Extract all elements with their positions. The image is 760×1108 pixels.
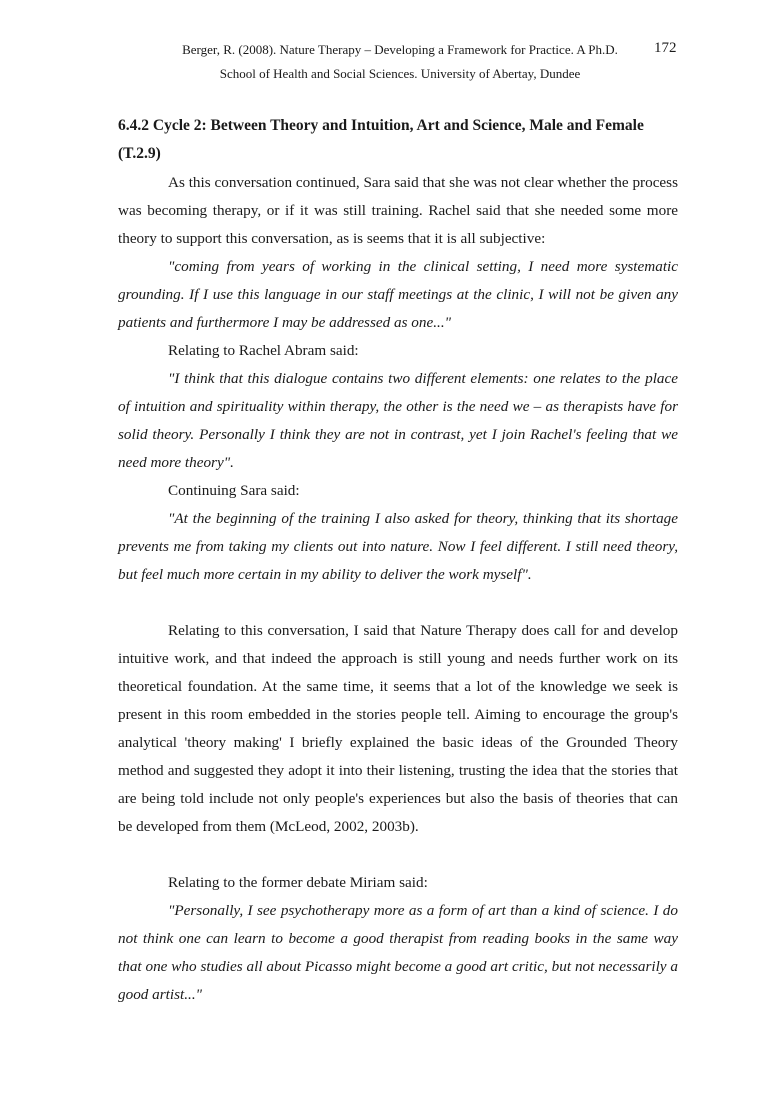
body-paragraph: Relating to this conversation, I said that Nature Therapy does call for and develop intuitive work, and that indeed the approach is still young and needs further work on its theoretical foundation. At the same time, it seems that a lot of the knowledge we seek is present in this room embedded in the stories people tell. Aiming to encourage the group's analytical 'theory making' I briefly explained the basic ideas of the Grounded Theory method and suggested they adopt it into their listening, trusting the idea that the stories that are being told include not only people's experiences but also the basis of theories that can be developed from them (McLeod, 2002, 2003b). — [118, 622, 678, 835]
paragraph-gap — [118, 589, 678, 617]
quote-paragraph: "At the beginning of the training I also asked for theory, thinking that its shortage prevents me from taking my clients out into nature. Now I feel different. I still need theory, but feel much more certain in my ability to deliver the work myself". — [118, 510, 678, 583]
page-number: 172 — [654, 40, 677, 56]
running-header — [140, 38, 660, 86]
section-heading: 6.4.2 Cycle 2: Between Theory and Intuition, Art and Science, Male and Female (T.2.9) — [118, 117, 644, 162]
speaker-intro: Continuing Sara said: — [168, 482, 300, 499]
quote-paragraph: "Personally, I see psychotherapy more as a form of art than a kind of science. I do not think one can learn to become a good therapist from reading books in the same way that one who studies all about Picasso might become a good art critic, but not necessarily a good artist..." — [118, 902, 678, 1003]
quote-paragraph: "coming from years of working in the clinical setting, I need more systematic grounding. If I use this language in our staff meetings at the clinic, I will not be given any patients and furthermore I may be addressed as one..." — [118, 258, 678, 331]
paragraph-gap — [118, 841, 678, 869]
header-institution-line: School of Health and Social Sciences. University of Abertay, Dundee — [219, 66, 581, 81]
body-content — [118, 112, 678, 1009]
speaker-intro: Relating to the former debate Miriam said: — [168, 874, 428, 891]
header-citation-line: Berger, R. (2008). Nature Therapy – Developing a Framework for Practice. A Ph.D. — [182, 42, 618, 57]
quote-paragraph: "I think that this dialogue contains two different elements: one relates to the place of intuition and spirituality within therapy, the other is the need we – as therapists have for solid theory. Personally I think they are not in contrast, yet I join Rachel's feeling that we need more theory". — [118, 370, 678, 471]
speaker-intro: Relating to Rachel Abram said: — [168, 342, 359, 359]
body-paragraph: As this conversation continued, Sara said that she was not clear whether the process was becoming therapy, or if it was still training. Rachel said that she needed some more theory to support this conversation, as is seems that it is all subjective: — [118, 174, 678, 247]
